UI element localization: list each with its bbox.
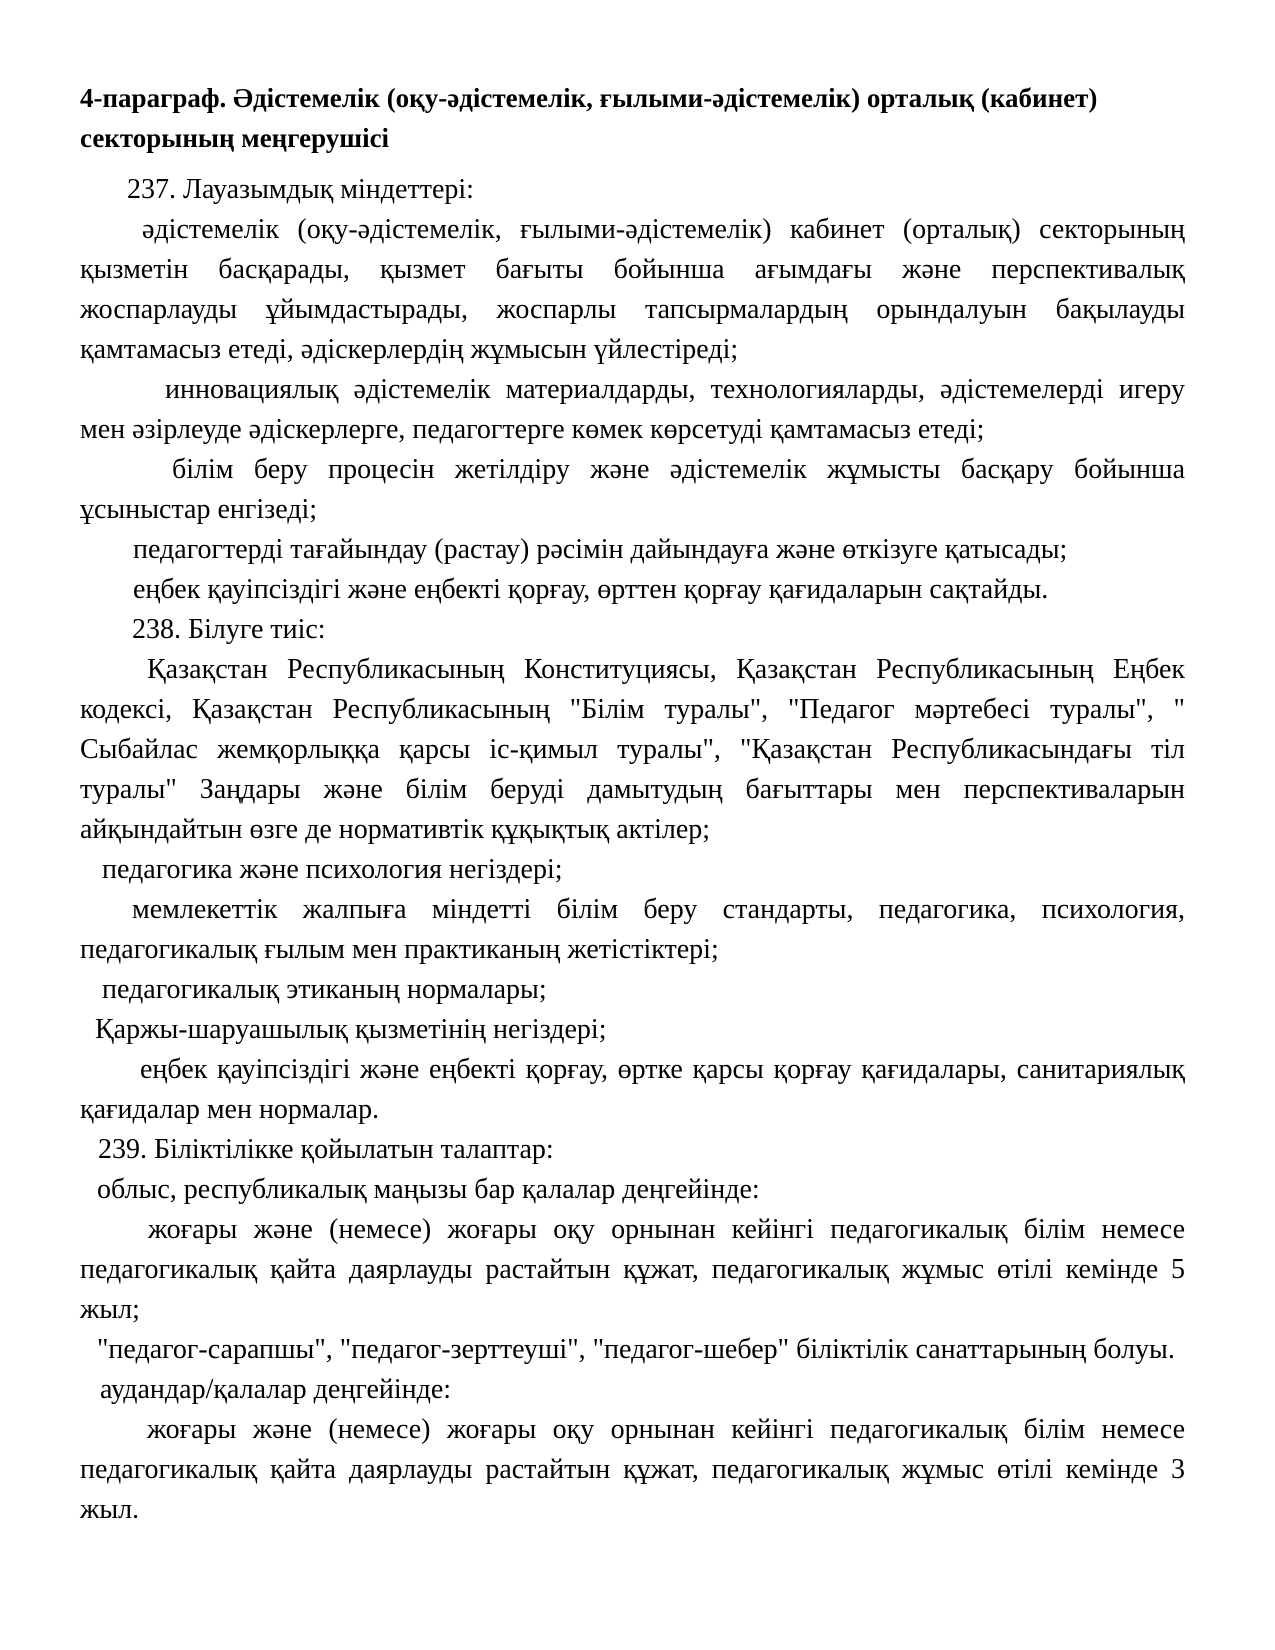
paragraph: Қазақстан Республикасының Конституциясы, Қазақстан Республикасының Еңбек кодексі, Қазақстан Республикасының "Білім туралы", "Педагог мәртебесі туралы", " Сыбайлас жемқорлыққа қарсы іс-қимыл туралы", "Қазақстан Республикасындағы тіл туралы" Заңдары және білім беруді дамытудың бағыттары мен перспективаларын айқындайтын өзге де нормативтік құқықтық актілер; [80, 654, 1185, 845]
paragraph: әдістемелік (оқу-әдістемелік, ғылыми-әдістемелік) кабинет (орталық) секторының қызметін басқарады, қызмет бағыты бойынша ағымдағы және перспективалық жоспарлауды ұйымдастырады, жоспарлы тапсырмалардың орындалуын бақылауды қамтамасыз етеді, әдіскерлердің жұмысын үйлестіреді; [80, 214, 1185, 365]
paragraph: Қаржы-шаруашылық қызметінің негіздері; [95, 1014, 607, 1045]
paragraph: 237. Лауазымдық міндеттері: [127, 174, 474, 205]
paragraph: еңбек қауіпсіздігі және еңбекті қорғау, өртке қарсы қорғау қағидалары, санитариялық қағидалар мен нормалар. [80, 1054, 1185, 1125]
paragraph: мемлекеттік жалпыға міндетті білім беру стандарты, педагогика, психология, педагогикалық ғылым мен практиканың жетістіктері; [80, 894, 1185, 965]
paragraph: педагогикалық этиканың нормалары; [102, 974, 547, 1005]
paragraph: педагогтерді тағайындау (растау) рәсімін дайындауға және өткізуге қатысады; [133, 534, 1068, 565]
section-heading: 4-параграф. Әдістемелік (оқу-әдістемелік, ғылыми-әдістемелік) орталық (кабинет) секторының меңгерушісі [80, 83, 1098, 153]
paragraph: 238. Білуге тиіс: [132, 614, 326, 645]
paragraph: еңбек қауіпсіздігі және еңбекті қорғау, өрттен қорғау қағидаларын сақтайды. [133, 574, 1049, 605]
paragraph: 239. Біліктілікке қойылатын талаптар: [98, 1134, 554, 1165]
document-body [80, 170, 1185, 1530]
paragraph: жоғары және (немесе) жоғары оқу орнынан кейінгі педагогикалық білім немесе педагогикалық қайта даярлауды растайтын құжат, педагогикалық жұмыс өтілі кемінде 3 жыл. [80, 1414, 1185, 1525]
paragraph: педагогика және психология негіздері; [102, 854, 563, 885]
paragraph: жоғары және (немесе) жоғары оқу орнынан кейінгі педагогикалық білім немесе педагогикалық қайта даярлауды растайтын құжат, педагогикалық жұмыс өтілі кемінде 5 жыл; [80, 1214, 1185, 1325]
paragraph: білім беру процесін жетілдіру және әдістемелік жұмысты басқару бойынша ұсыныстар енгізеді; [80, 454, 1185, 525]
paragraph: "педагог-сарапшы", "педагог-зерттеуші", "педагог-шебер" біліктілік санаттарының болуы. [97, 1334, 1175, 1365]
paragraph: аудандар/қалалар деңгейінде: [100, 1374, 452, 1405]
paragraph: облыс, республикалық маңызы бар қалалар деңгейінде: [97, 1174, 760, 1205]
paragraph: инновациялық әдістемелік материалдарды, технологияларды, әдістемелерді игеру мен әзірлеуде әдіскерлерге, педагогтерге көмек көрсетуді қамтамасыз етеді; [80, 374, 1185, 445]
